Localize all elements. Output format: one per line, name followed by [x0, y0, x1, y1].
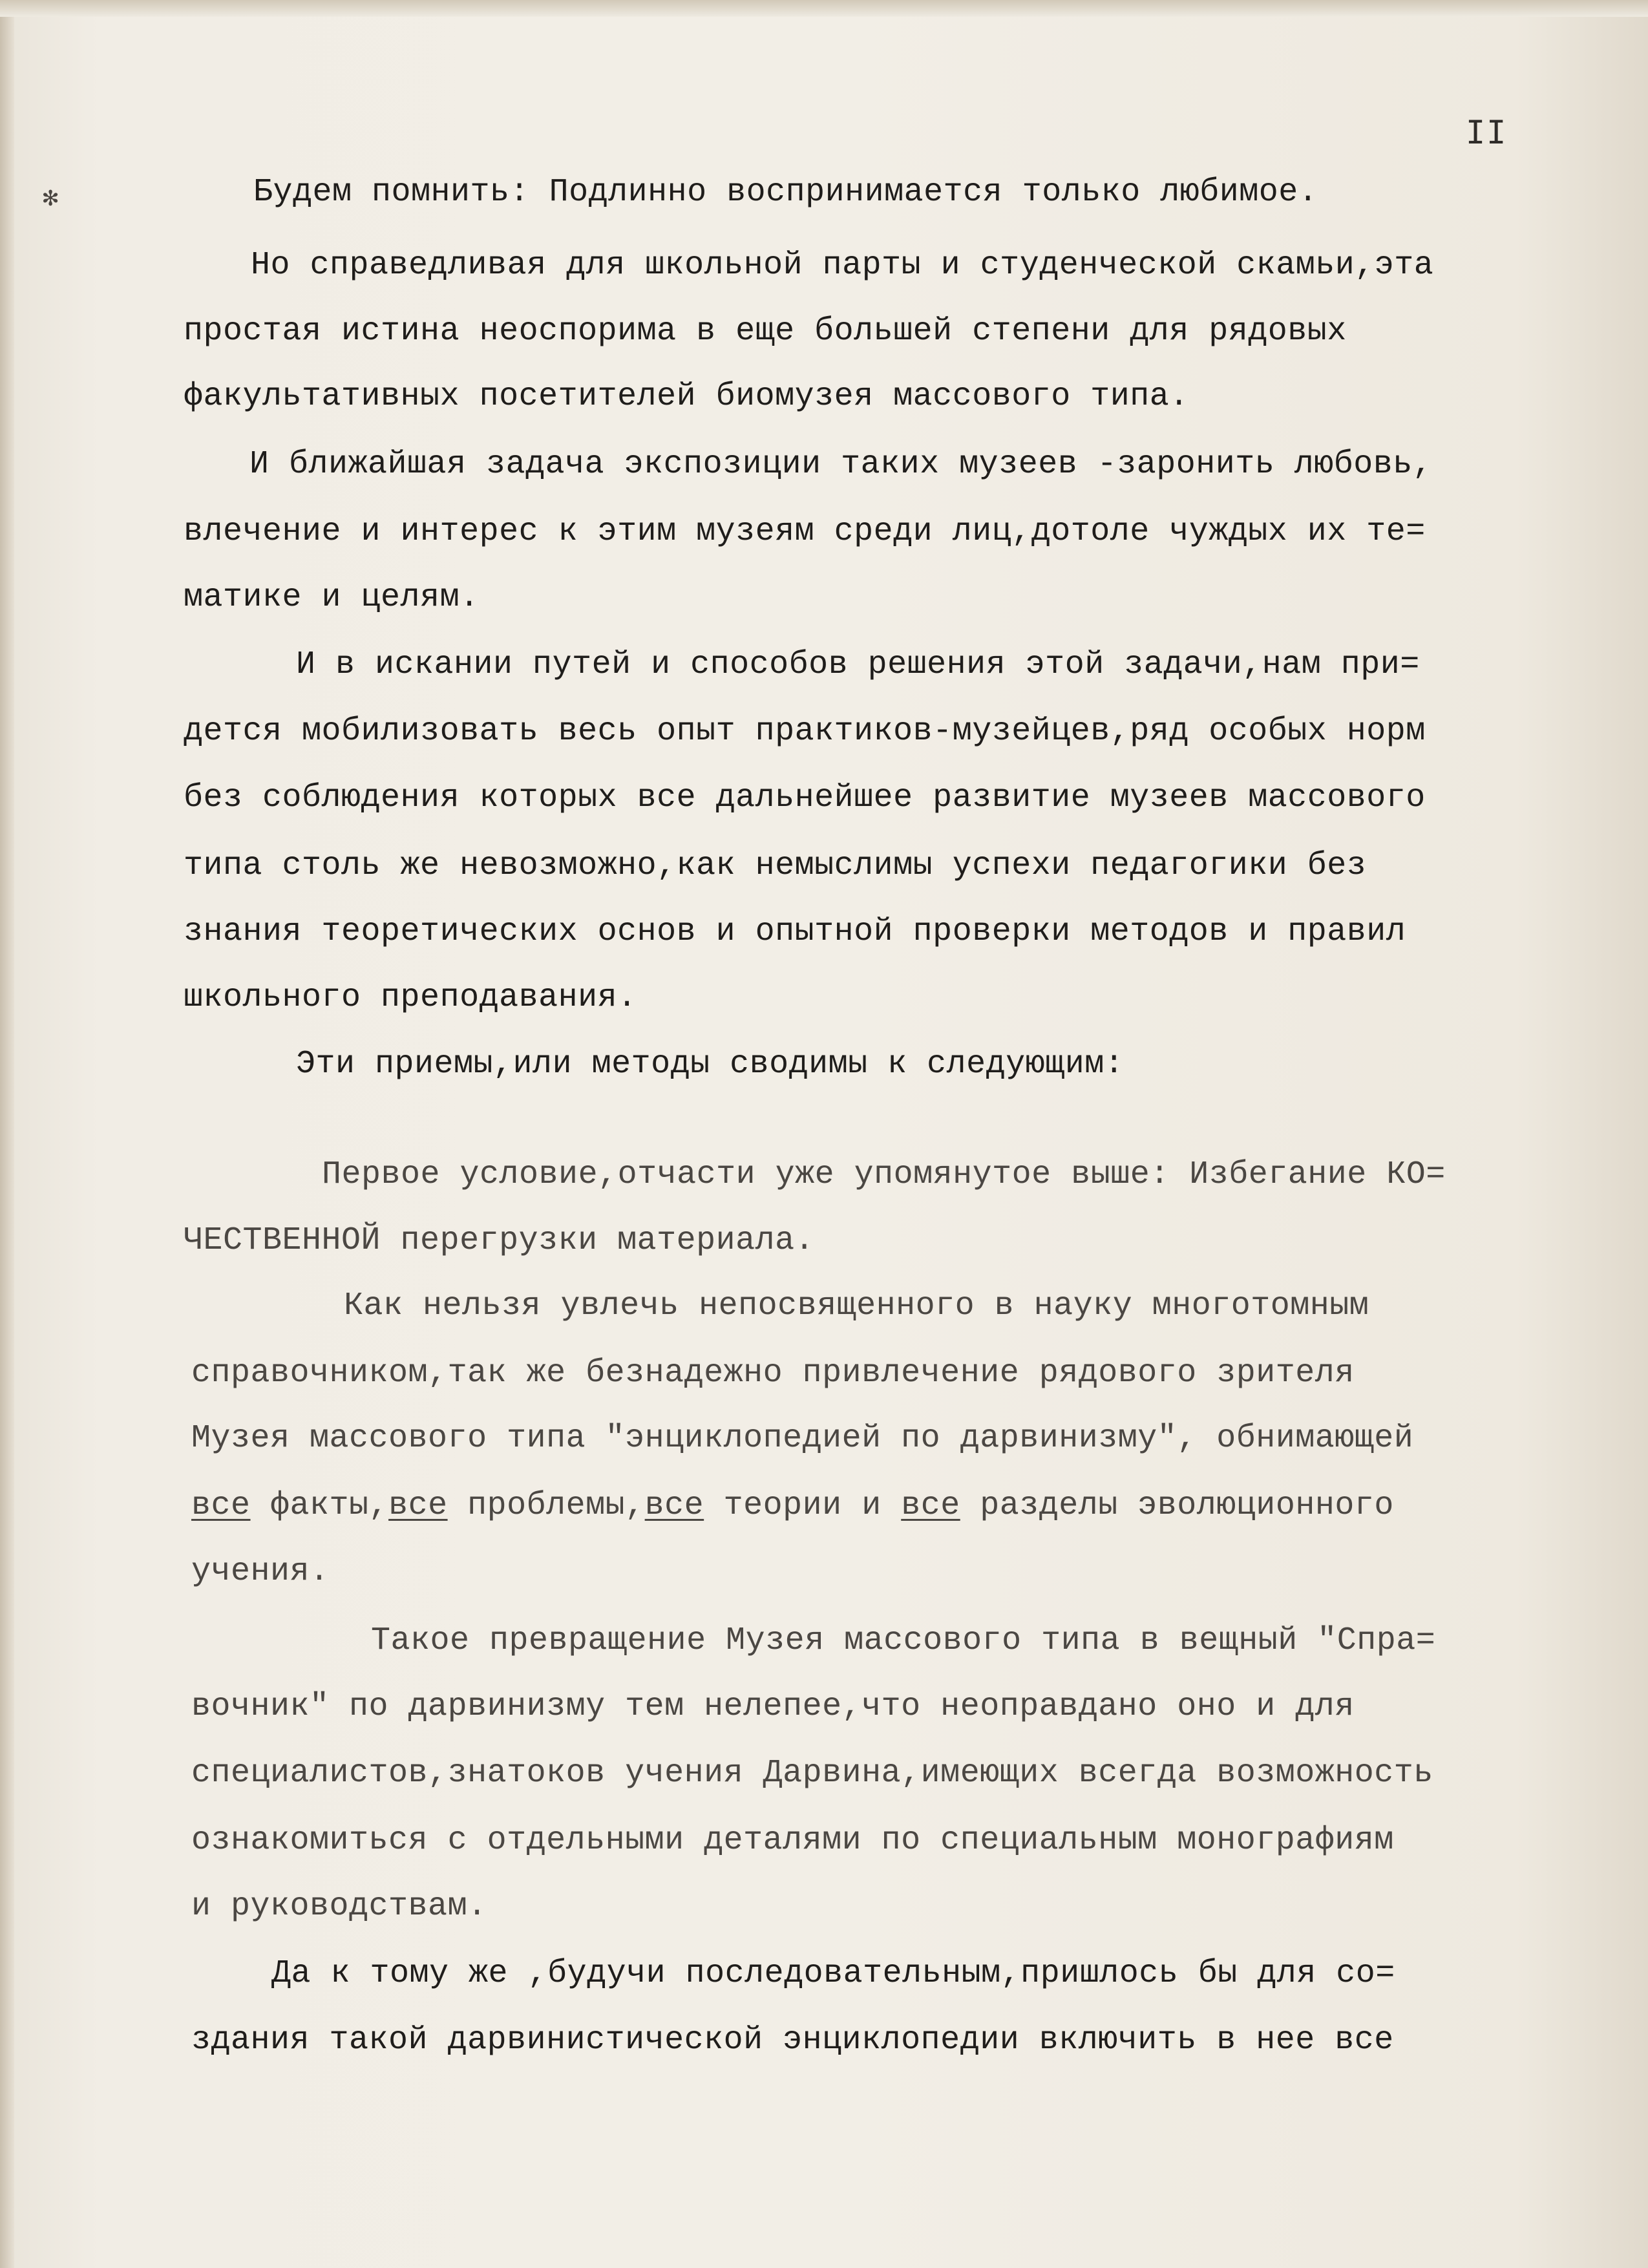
- text-line: Как нельзя увлечь непосвященного в науку многотомным: [344, 1288, 1369, 1324]
- text-line: простая истина неоспорима в еще большей степени для рядовых: [184, 313, 1347, 350]
- text-line: Но справедливая для школьной парты и студенческой скамьи,эта: [251, 247, 1434, 284]
- underlined-word: все: [388, 1487, 448, 1524]
- paper-left-edge: [0, 0, 14, 2268]
- text-line: дется мобилизовать весь опыт практиков-музейцев,ряд особых норм: [184, 713, 1426, 750]
- text-line: без соблюдения которых все дальнейшее развитие музеев массового: [184, 779, 1426, 816]
- text-line: Будем помнить: Подлинно воспринимается только любимое.: [253, 174, 1318, 211]
- text-line: вочник" по дарвинизму тем нелепее,что неоправдано оно и для: [191, 1688, 1355, 1725]
- text-line: Эти приемы,или методы сводимы к следующим:: [296, 1046, 1125, 1083]
- margin-mark: ✻: [43, 182, 59, 212]
- text-line-underlined-words: [191, 1487, 1394, 1525]
- text-line: И ближайшая задача экспозиции таких музеев -заронить любовь,: [249, 446, 1433, 483]
- text-line: влечение и интерес к этим музеям среди лиц,дотоле чуждых их те=: [184, 513, 1426, 550]
- text-line: типа столь же невозможно,как немыслимы успехи педагогики без: [184, 847, 1367, 884]
- text-line: знания теоретических основ и опытной проверки методов и правил: [184, 913, 1406, 950]
- text-line: Первое условие,отчасти уже упомянутое выше: Избегание КО=: [322, 1156, 1446, 1193]
- paper-top-edge: [0, 0, 1648, 17]
- underlined-word: все: [644, 1487, 704, 1524]
- text-line: Да к тому же ,будучи последовательным,пришлось бы для со=: [271, 1955, 1395, 1992]
- text-fragment: теории и: [704, 1487, 902, 1524]
- text-line: справочником,так же безнадежно привлечение рядового зрителя: [191, 1355, 1355, 1392]
- underlined-word: все: [901, 1487, 960, 1524]
- text-fragment: проблемы,: [447, 1487, 645, 1524]
- text-line: матике и целям.: [184, 579, 480, 616]
- text-line: здания такой дарвинистической энциклопедии включить в нее все: [191, 2022, 1394, 2059]
- underlined-word: все: [191, 1487, 251, 1524]
- text-line: И в искании путей и способов решения этой задачи,нам при=: [296, 646, 1420, 683]
- text-line: школьного преподавания.: [184, 979, 637, 1016]
- text-line: специалистов,знатоков учения Дарвина,имеющих всегда возможность: [191, 1755, 1433, 1792]
- text-line: ознакомиться с отдельными деталями по специальным монографиям: [191, 1822, 1394, 1859]
- text-line: учения.: [191, 1553, 330, 1590]
- text-line: факультативных посетителей биомузея массового типа.: [184, 378, 1189, 415]
- text-line: ЧЕСТВЕННОЙ перегрузки материала.: [184, 1222, 815, 1259]
- text-line: Такое превращение Музея массового типа в вещный "Спра=: [371, 1622, 1436, 1659]
- text-line: Музея массового типа "энциклопедией по дарвинизму", обнимающей: [191, 1420, 1414, 1457]
- page-number: II: [1466, 114, 1508, 151]
- text-fragment: разделы эволюционного: [960, 1487, 1394, 1524]
- text-line: и руководствам.: [191, 1888, 487, 1925]
- text-fragment: факты,: [250, 1487, 389, 1524]
